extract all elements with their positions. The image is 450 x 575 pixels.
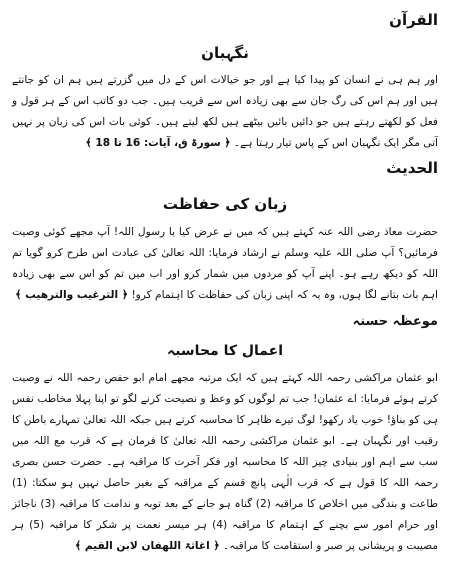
quran-citation: ﴿ سورۃ ق، آیات: 16 تا 18 ﴾ <box>85 137 231 149</box>
hadith-body: حضرت معاذ رضی اللہ عنہ کہتے ہیں کہ میں نے عرض کیا یا رسول اللہ! آپ مجھے کوئی وصیت فرمائیں؟ آپ صلی اللہ علیہ وسلم نے ارشاد فرمایا: اللہ تعالیٰ کی عبادت اس طرح کرو گویا تم اللہ کو دیکھ رہے ہو۔ اپنے آپ کو مردوں میں شمار کرو اور اب میں تم کو اس سے بھی زیادہ اہم بات بتانے لگا ہوں، وہ یہ کہ اپنی زبان کی حفاظت کا اہتمام کرو! <box>12 226 438 301</box>
quran-text <box>12 70 438 154</box>
advice-title: اعمال کا محاسبہ <box>167 343 283 359</box>
hadith-text <box>12 222 438 308</box>
advice-body: ابو عثمان مراکشی رحمہ اللہ کہتے ہیں کہ ایک مرتبہ مجھے امام ابو حفص رحمہ اللہ نے وصیت کرتے ہوئے فرمایا: اے عثمان! جب تم لوگوں کو وعظ و نصیحت کرنے لگو تو اپنا پہلا مخاطب نفس ہی کو بناؤ! خوب یاد رکھو! لوگ تیرے ظاہر کا محاسبہ کرتے ہیں جبکہ اللہ تعالیٰ تمہارے باطن کا رقیب اور نگہبان ہے۔ ابو عثمان مراکشی رحمہ اللہ تعالیٰ کا فرمان ہے کہ قرب مع اللہ میں سب سے اہم اور بنیادی چیز اللہ کا محاسبہ اور فکر آخرت کا مراقبہ ہے۔ حضرت حسن بصری رحمہ اللہ کا قول ہے کہ قرب الٰہی پانچ قسم کے مراقبہ کے بغیر حاصل نہیں ہو سکتا: (1) طاعت و بندگی میں اخلاص کا مراقبہ (2) گناہ ہو جانے کے بعد توبہ و ندامت کا مراقبہ (3) ناجائز اور حرام امور سے بچنے کے اہتمام کا مراقبہ (4) ہر میسر نعمت پر شکر کا مراقبہ (5) ہر مصیبت و پریشانی پر صبر و استقامت کا مراقبہ۔ <box>12 372 439 552</box>
hadith-section-heading: الحدیث <box>386 159 438 177</box>
advice-text <box>12 368 438 568</box>
hadith-title: زبان کی حفاظت <box>162 195 288 213</box>
quran-title: نگہبان <box>201 44 249 62</box>
advice-section-heading: موعظہ حسنہ <box>352 314 438 329</box>
hadith-citation: ﴿ الترغیب والترھیب ﴾ <box>15 289 129 301</box>
advice-citation: ﴿ اغاثۃ اللھفان لابن القیم ﴾ <box>74 540 220 552</box>
quran-body: اور ہم ہی نے انسان کو پیدا کیا ہے اور جو خیالات اس کے دل میں گزرتے ہیں ہم ان کو جانتے ہیں اور ہم اس کی رگ جان سے بھی زیادہ اس سے قریب ہیں۔ جب دو کاتب اس کے ہر قول و فعل کو لکھتے رہتے ہیں جو دائیں بائیں بیٹھے ہیں لکھ لیتے ہیں۔ کوئی بات اس کی زبان پر نہیں آتی مگر ایک نگہبان اس کے پاس تیار رہتا ہے۔ <box>12 74 438 149</box>
quran-section-heading: القرآن <box>389 11 438 29</box>
